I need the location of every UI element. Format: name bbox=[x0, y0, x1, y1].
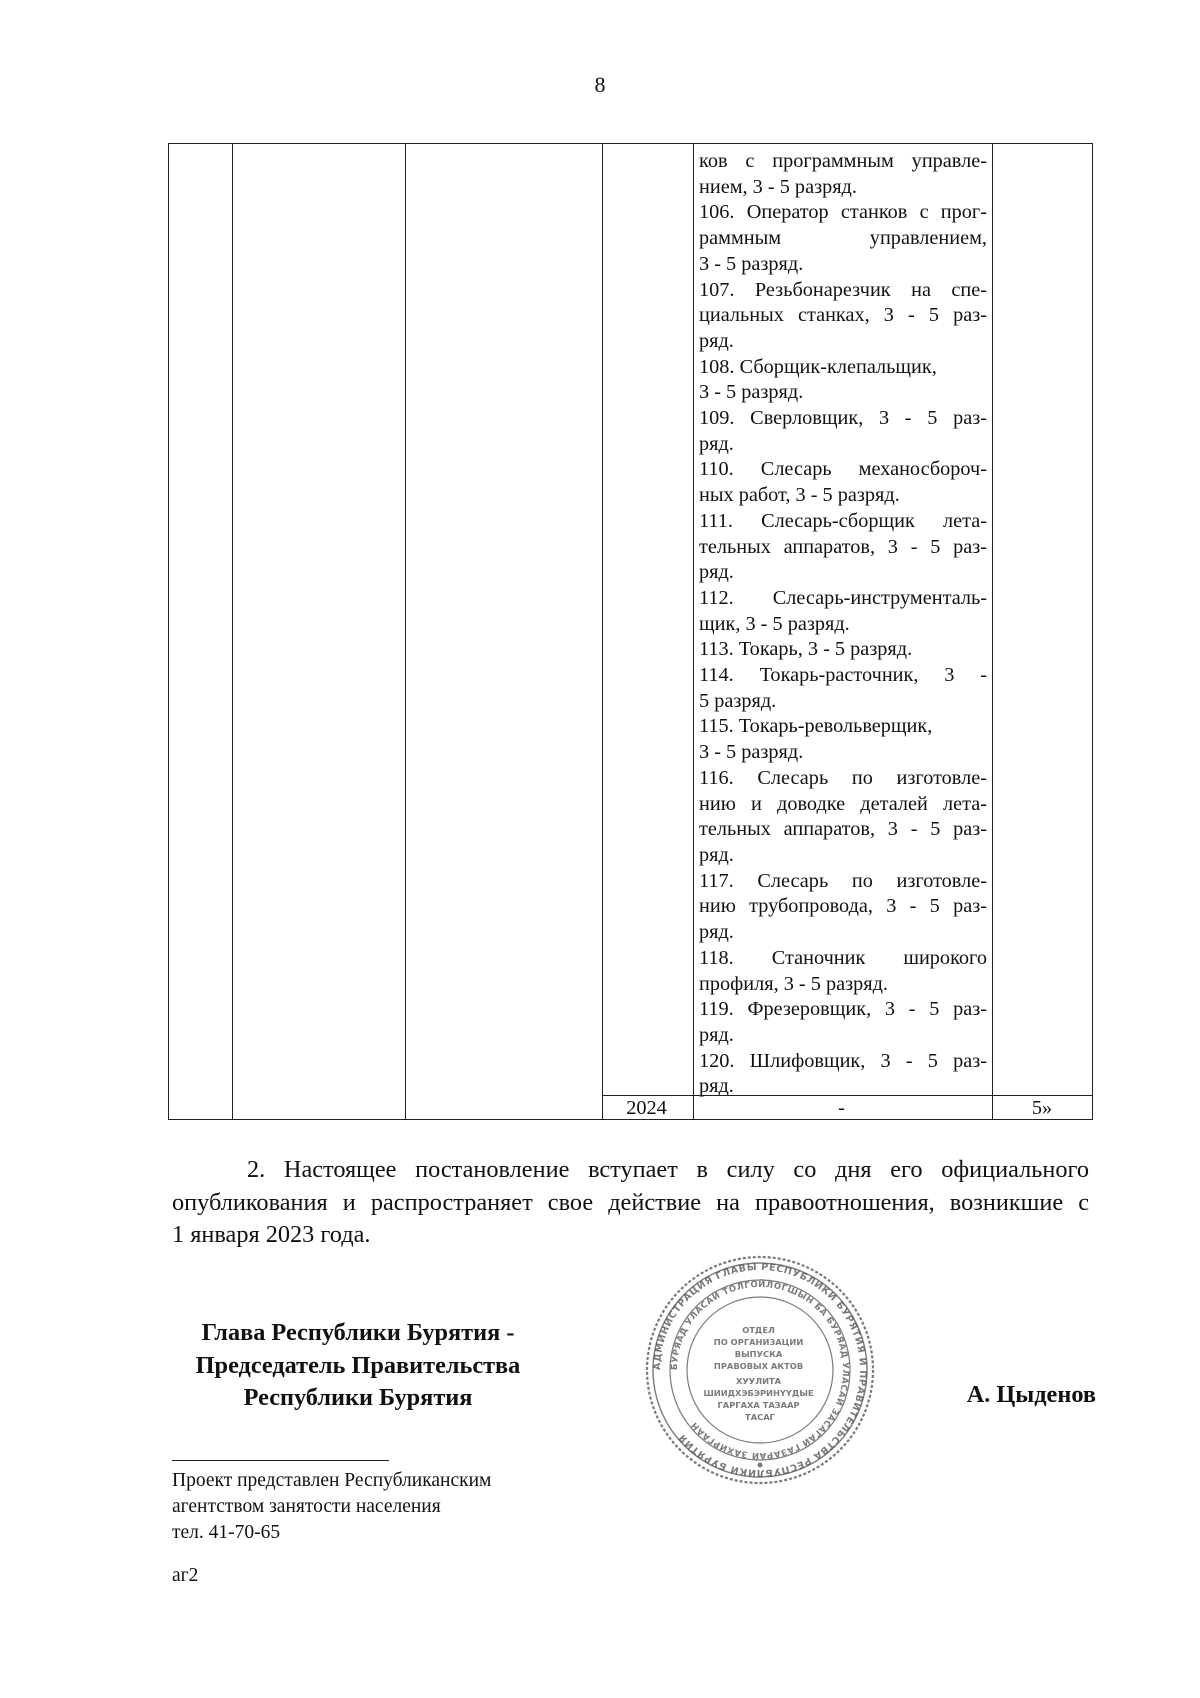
table-col-divider bbox=[405, 144, 406, 1119]
list-line: ряд. bbox=[699, 561, 734, 584]
list-line: ряд. bbox=[699, 1023, 734, 1046]
stamp-center-line: ХУУЛИТА bbox=[736, 1376, 782, 1386]
list-line: 110. Слесарь механосбороч- bbox=[699, 458, 987, 481]
table-col-divider bbox=[693, 144, 694, 1119]
svg-text:ОТДЕЛ ПО ОРГАНИЗАЦИИ bbox=[704, 1325, 817, 1422]
signatory-title-line: Председатель Правительства bbox=[195, 1351, 521, 1379]
footnote-line: агентством занятости населения bbox=[172, 1496, 441, 1517]
list-line: 115. Токарь-револьверщик, bbox=[699, 715, 933, 738]
footnote-separator bbox=[172, 1460, 389, 1461]
list-line: раммным управлением, bbox=[699, 227, 987, 250]
signatory-title bbox=[158, 1317, 558, 1415]
paragraph-line: опубликования и распространяет свое действие на правоотношения, возникшие с bbox=[172, 1188, 1089, 1216]
list-line: 109. Сверловщик, 3 - 5 раз- bbox=[699, 407, 987, 430]
list-line: щик, 3 - 5 разряд. bbox=[699, 612, 850, 635]
list-line: 3 - 5 разряд. bbox=[699, 741, 804, 764]
list-line: 113. Токарь, 3 - 5 разряд. bbox=[699, 638, 913, 661]
footnote-line: Проект представлен Республиканским bbox=[172, 1470, 492, 1491]
list-line: 120. Шлифовщик, 3 - 5 раз- bbox=[699, 1049, 987, 1072]
official-stamp bbox=[645, 1255, 875, 1485]
list-line: нию трубопровода, 3 - 5 раз- bbox=[699, 895, 987, 918]
table-cell-count: 5» bbox=[1031, 1097, 1053, 1119]
list-line: нием, 3 - 5 разряд. bbox=[699, 175, 857, 198]
table-cell-professions: - bbox=[838, 1097, 845, 1119]
stamp-outer-text: АДМИНИСТРАЦИЯ ГЛАВЫ РЕСПУБЛИКИ БУРЯТИЯ И ПРАВИТЕЛЬСТВА РЕСПУБЛИКИ БУРЯТИЯ bbox=[651, 1261, 869, 1479]
list-line: нию и доводке деталей лета- bbox=[699, 792, 987, 815]
list-line: ков с программным управле- bbox=[699, 150, 987, 172]
stamp-inner-text: БУРЯАД УЛАСАЙ ТОЛГОЙЛОГШЫН БА БУРЯАД УЛАСАЙ ЗАСАГАЙ ГАЗАРАЙ ЗАХИРГААН bbox=[669, 1279, 851, 1461]
list-line: 117. Слесарь по изготовле- bbox=[699, 869, 987, 892]
list-line: профиля, 3 - 5 разряд. bbox=[699, 972, 888, 995]
stamp-center-line: ТАСАГ bbox=[745, 1412, 775, 1422]
signatory-title-line: Глава Республики Бурятия - bbox=[201, 1319, 515, 1346]
list-line: тельных аппаратов, 3 - 5 раз- bbox=[699, 818, 987, 841]
list-line: ряд. bbox=[699, 1075, 734, 1098]
stamp-center-line: ШИИДХЭБЭРИНҮҮДЫЕ bbox=[703, 1388, 814, 1398]
signatory-name: А. Цыденов bbox=[966, 1381, 1096, 1408]
table-col-divider bbox=[602, 144, 603, 1119]
list-line: 119. Фрезеровщик, 3 - 5 раз- bbox=[699, 998, 987, 1021]
list-line: 3 - 5 разряд. bbox=[699, 381, 804, 404]
list-line: 116. Слесарь по изготовле- bbox=[699, 766, 987, 789]
table-col-divider bbox=[232, 144, 233, 1119]
signatory-title-line: Республики Бурятия bbox=[243, 1384, 473, 1411]
list-line: тельных аппаратов, 3 - 5 раз- bbox=[699, 535, 987, 558]
stamp-center-line: ГАРГАХА ТАЗААР bbox=[717, 1400, 800, 1410]
list-line: циальных станках, 3 - 5 раз- bbox=[699, 304, 987, 327]
list-line: 106. Оператор станков с прог- bbox=[699, 201, 987, 224]
list-line: ных работ, 3 - 5 разряд. bbox=[699, 484, 900, 507]
list-line: 108. Сборщик-клепальщик, bbox=[699, 355, 937, 378]
list-line: ряд. bbox=[699, 329, 734, 352]
list-line: 111. Слесарь-сборщик лета- bbox=[699, 509, 987, 532]
list-line: ряд. bbox=[699, 843, 734, 866]
stamp-center-line: ПРАВОВЫХ АКТОВ bbox=[713, 1361, 804, 1371]
paragraph-line: 1 января 2023 года. bbox=[172, 1221, 371, 1248]
footnote-line: тел. 41-70-65 bbox=[172, 1522, 281, 1543]
stamp-center-line: ПО ОРГАНИЗАЦИИ bbox=[713, 1337, 804, 1347]
list-line: 118. Станочник широкого bbox=[699, 946, 987, 969]
page-number: 8 bbox=[594, 72, 606, 97]
table-col-divider bbox=[992, 144, 993, 1119]
list-line: 114. Токарь-расточник, 3 - bbox=[699, 664, 987, 687]
stamp-center-line: ВЫПУСКА bbox=[734, 1349, 783, 1359]
list-line: ряд. bbox=[699, 921, 734, 944]
professions-list bbox=[699, 149, 987, 1100]
list-line: 5 разряд. bbox=[699, 689, 777, 712]
stamp-center-line: ОТДЕЛ bbox=[742, 1325, 775, 1335]
effective-date-paragraph bbox=[172, 1154, 1089, 1252]
document-code: аг2 bbox=[172, 1565, 199, 1586]
list-line: 3 - 5 разряд. bbox=[699, 252, 804, 275]
paragraph-line: 2. Настоящее постановление вступает в силу со дня его официального bbox=[247, 1156, 1089, 1183]
list-line: ряд. bbox=[699, 432, 734, 455]
list-line: 112. Слесарь-инструменталь- bbox=[699, 586, 987, 609]
footnote bbox=[172, 1468, 491, 1546]
list-line: 107. Резьбонарезчик на спе- bbox=[699, 278, 987, 301]
table-cell-year: 2024 bbox=[626, 1097, 667, 1119]
